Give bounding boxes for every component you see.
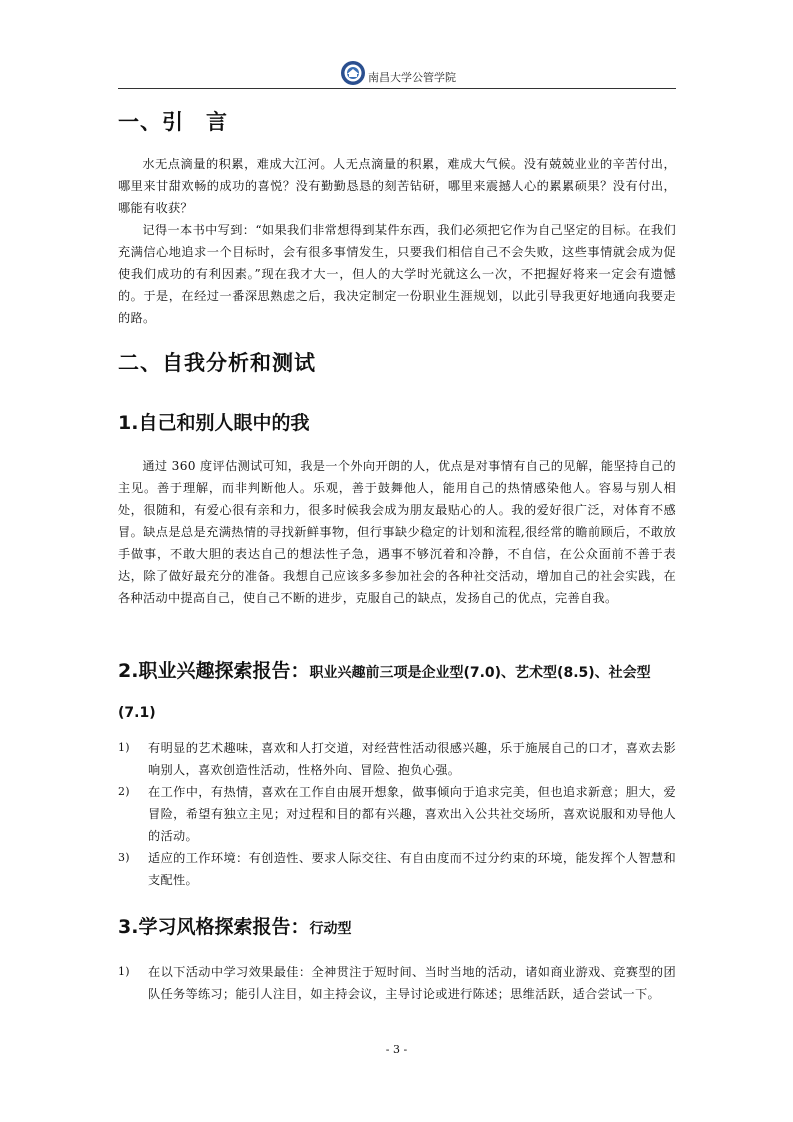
subsection-heading-self-view: 1.自己和别人眼中的我	[118, 412, 310, 434]
interest-list	[118, 737, 676, 891]
learning-list	[118, 961, 676, 1005]
section-heading-intro: 一、引 言	[118, 110, 228, 134]
section-heading-self-analysis: 二、自我分析和测试	[118, 351, 316, 375]
intro-paragraph-2: 记得一本书中写到：“如果我们非常想得到某件东西，我们必须把它作为自己坚定的目标。在我们充满信心地追求一个目标时，会有很多事情发生，只要我们相信自己不会失败，这些事情就会成为促使我们成功的有利因素。”现在我才大一，但人的大学时光就这么一次，不把握好将来一定会有遗憾的。于是，在经过一番深思熟虑之后，我决定制定一份职业生涯规划，以此引导我更好地通向我要走的路。	[118, 223, 676, 325]
self-view-paragraph: 通过 360 度评估测试可知，我是一个外向开朗的人，优点是对事情有自己的见解，能坚持自己的主见。善于理解，而非判断他人。乐观，善于鼓舞他人，能用自己的热情感染他人。容易与别人相处，很随和，有爱心很有亲和力，很多时候我会成为朋友最贴心的人。我的爱好很广泛，对体育不感冒。缺点是总是充满热情的寻找新鲜事物，但行事缺少稳定的计划和流程,很经常的瞻前顾后，不敢放手做事，不敢大胆的表达自己的想法性子急，遇事不够沉着和冷静，不自信，在公众面前不善于表达，除了做好最充分的准备。我想自己应该多多参加社会的各种社交活动，增加自己的社会实践，在各种活动中提高自己，使自己不断的进步，克服自己的缺点，发扬自己的优点，完善自我。	[118, 459, 676, 605]
subsection-heading-learning	[118, 912, 351, 939]
list-item-text: 在以下活动中学习效果最佳：全神贯注于短时间、当时当地的活动，诸如商业游戏、竞赛型的团队任务等练习；能引人注目，如主持会议，主导讨论或进行陈述；思维活跃，适合尝试一下。	[148, 965, 676, 1001]
list-item-number: 1)	[118, 965, 130, 978]
list-item	[118, 847, 676, 891]
list-item-number: 3)	[118, 851, 130, 864]
interest-heading-main: 2.职业兴趣探索报告：	[118, 660, 310, 682]
list-item	[118, 961, 676, 1005]
list-item-text: 在工作中，有热情，喜欢在工作自由展开想象，做事倾向于追求完美，但也追求新意；胆大，爱冒险，希望有独立主见；对过程和目的都有兴趣，喜欢出入公共社交场所，喜欢说服和劝导他人的活动。	[148, 785, 676, 843]
list-item-number: 2)	[118, 785, 130, 798]
subsection-heading-interest	[118, 652, 678, 732]
header-title: 南昌大学公管学院	[368, 71, 456, 84]
list-item	[118, 737, 676, 781]
learning-heading-main: 3.学习风格探索报告：	[118, 916, 310, 938]
list-item	[118, 781, 676, 847]
university-seal-icon	[340, 60, 366, 86]
list-item-text: 有明显的艺术趣味，喜欢和人打交道，对经营性活动很感兴趣，乐于施展自己的口才，喜欢去影响别人，喜欢创造性活动，性格外向、冒险、抱负心强。	[148, 741, 676, 777]
page-header	[118, 58, 676, 89]
list-item-text: 适应的工作环境：有创造性、要求人际交往、有自由度而不过分约束的环境，能发挥个人智慧和支配性。	[148, 851, 676, 887]
page-number: - 3 -	[385, 1043, 408, 1056]
list-item-number: 1)	[118, 741, 130, 754]
interest-heading-sub: 职业兴趣前三项是企业型(7.0)、艺术型(8.5)、社会型(7.1)	[118, 665, 651, 721]
learning-heading-sub: 行动型	[309, 921, 352, 937]
intro-paragraph-1: 水无点滴量的积累，难成大江河。人无点滴量的积累，难成大气候。没有兢兢业业的辛苦付出，哪里来甘甜欢畅的成功的喜悦？没有勤勤恳恳的刻苦钻研，哪里来震撼人心的累累硕果？没有付出，哪能有收获？	[118, 157, 676, 215]
